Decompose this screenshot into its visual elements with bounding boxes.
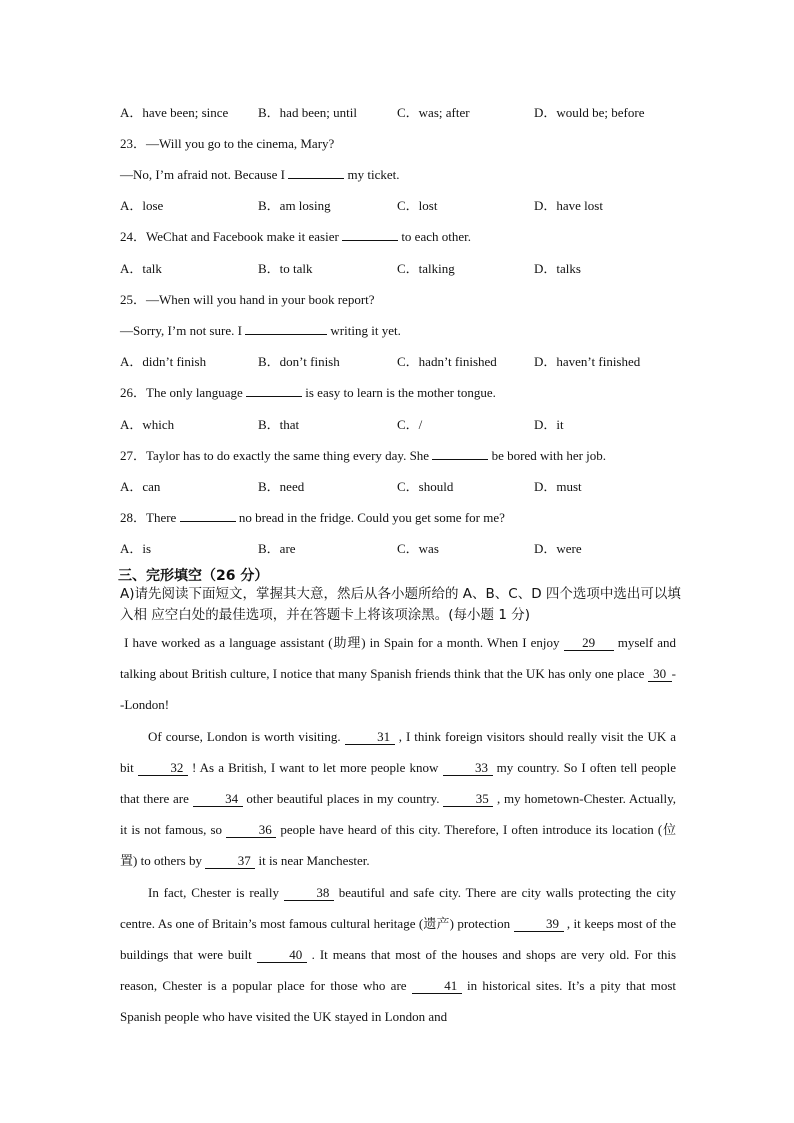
- q22-option-b[interactable]: B．had been; until: [258, 105, 357, 120]
- q27-stem: [120, 448, 606, 464]
- p2-text-2: , I think foreign visitors should really visit the UK a bit: [120, 729, 677, 775]
- q27-option-c[interactable]: C．should: [397, 479, 454, 494]
- q25-option-b[interactable]: B．don’t finish: [258, 354, 340, 369]
- q24-stem-post: to each other.: [401, 229, 471, 244]
- blank-32[interactable]: 32: [138, 761, 188, 776]
- q23-line2-pre: —No, I’m afraid not. Because I: [120, 167, 285, 182]
- blank-30[interactable]: 30: [648, 667, 672, 682]
- passage-paragraph-2: [120, 721, 676, 876]
- q27-blank: [432, 459, 488, 460]
- p2-text-1: Of course, London is worth visiting.: [148, 729, 341, 744]
- q27-options: [120, 479, 740, 495]
- q23-option-c[interactable]: C．lost: [397, 198, 438, 213]
- q26-blank: [246, 396, 302, 397]
- q28-option-d[interactable]: D．were: [534, 541, 582, 556]
- blank-38[interactable]: 38: [284, 886, 334, 901]
- p3-text-2: beautiful and safe city. There are city walls protecting the city centre. As one of Britain’s most famous cultural heritage (遗产) protection: [120, 885, 677, 931]
- q25-option-a[interactable]: A．didn’t finish: [120, 354, 207, 369]
- q24-options: [120, 261, 740, 277]
- blank-29[interactable]: 29: [564, 636, 614, 651]
- q23-line2-post: my ticket.: [347, 167, 400, 182]
- q23-line2: [120, 167, 399, 183]
- section-title: 三、完形填空（26 分）: [118, 568, 269, 584]
- passage-paragraph-1: [120, 627, 676, 720]
- q22-options: [120, 105, 740, 121]
- p2-text-8: it is near Manchester.: [258, 853, 370, 868]
- blank-39[interactable]: 39: [514, 917, 564, 932]
- blank-36[interactable]: 36: [226, 823, 276, 838]
- q27-stem-pre: 27．Taylor has to do exactly the same thing every day. She: [120, 448, 430, 463]
- p1-text-3: --London!: [120, 666, 676, 712]
- blank-35[interactable]: 35: [443, 792, 493, 807]
- q25-stem: 25．—When will you hand in your book report?: [120, 292, 375, 307]
- q26-option-d[interactable]: D．it: [534, 417, 564, 432]
- q28-stem-post: no bread in the fridge. Could you get some for me?: [238, 510, 505, 525]
- q26-option-b[interactable]: B．that: [258, 417, 300, 432]
- blank-34[interactable]: 34: [193, 792, 243, 807]
- q23-option-d[interactable]: D．have lost: [534, 198, 603, 213]
- p3-text-5: in historical sites. It’s a pity that most Spanish people who have visited the UK stayed in London and: [120, 978, 677, 1024]
- q28-options: [120, 541, 740, 557]
- q25-option-d[interactable]: D．haven’t finished: [534, 354, 641, 369]
- p2-text-4: my country. So I often tell people that there are: [120, 760, 677, 806]
- p1-text-2: myself and talking about British culture, I notice that many Spanish friends think that the UK has only one place: [120, 635, 677, 681]
- p2-text-6: , my hometown-Chester. Actually, it is not famous, so: [120, 791, 677, 837]
- p2-text-7: people have heard of this city. Therefore, I often introduce its location (位置) to others by: [120, 822, 677, 868]
- q26-option-c[interactable]: C．/: [397, 417, 423, 432]
- p1-text-1: I have worked as a language assistant (助理) in Spain for a month. When I enjoy: [124, 635, 560, 650]
- blank-41[interactable]: 41: [412, 979, 462, 994]
- q24-option-b[interactable]: B．to talk: [258, 261, 313, 276]
- q27-option-d[interactable]: D．must: [534, 479, 582, 494]
- q26-stem: [120, 385, 496, 401]
- q22-option-a[interactable]: A．have been; since: [120, 105, 229, 120]
- q22-option-d[interactable]: D．would be; before: [534, 105, 645, 120]
- q28-option-b[interactable]: B．are: [258, 541, 296, 556]
- q25-option-c[interactable]: C．hadn’t finished: [397, 354, 497, 369]
- blank-31[interactable]: 31: [345, 730, 395, 745]
- p3-text-1: In fact, Chester is really: [148, 885, 279, 900]
- passage-paragraph-3: [120, 877, 676, 1032]
- q22-option-c[interactable]: C．was; after: [397, 105, 470, 120]
- q24-option-c[interactable]: C．talking: [397, 261, 455, 276]
- q25-blank: [245, 334, 327, 335]
- blank-33[interactable]: 33: [443, 761, 493, 776]
- section-instruction: A)请先阅读下面短文，掌握其大意，然后从各小题所给的 A、B、C、D 四个选项中选出可以填入相 应空白处的最佳选项，并在答题卡上将该项涂黑。(每小题 1 分): [120, 586, 681, 623]
- q23-options: [120, 198, 740, 214]
- q23-blank: [288, 178, 344, 179]
- q27-stem-post: be bored with her job.: [491, 448, 607, 463]
- q24-blank: [342, 240, 398, 241]
- q28-stem: [120, 510, 505, 526]
- q24-option-a[interactable]: A．talk: [120, 261, 162, 276]
- q28-option-c[interactable]: C．was: [397, 541, 439, 556]
- q25-options: [120, 354, 740, 370]
- q26-option-a[interactable]: A．which: [120, 417, 175, 432]
- blank-37[interactable]: 37: [205, 854, 255, 869]
- q24-stem-pre: 24．WeChat and Facebook make it easier: [120, 229, 339, 244]
- q27-option-b[interactable]: B．need: [258, 479, 305, 494]
- q26-stem-post: is easy to learn is the mother tongue.: [305, 385, 496, 400]
- q23-option-a[interactable]: A．lose: [120, 198, 164, 213]
- p3-text-3: , it keeps most of the buildings that were built: [120, 916, 676, 962]
- q25-line2-pre: —Sorry, I’m not sure. I: [120, 323, 242, 338]
- q24-stem: [120, 229, 471, 245]
- q26-stem-pre: 26．The only language: [120, 385, 243, 400]
- q23-stem: 23．—Will you go to the cinema, Mary?: [120, 136, 335, 151]
- blank-40[interactable]: 40: [257, 948, 307, 963]
- q24-option-d[interactable]: D．talks: [534, 261, 581, 276]
- q28-blank: [180, 521, 236, 522]
- q25-line2-post: writing it yet.: [330, 323, 401, 338]
- q28-stem-pre: 28．There: [120, 510, 177, 525]
- p2-text-3: ! As a British, I want to let more people know: [191, 760, 439, 775]
- q23-option-b[interactable]: B．am losing: [258, 198, 331, 213]
- q25-line2: [120, 323, 401, 339]
- q28-option-a[interactable]: A．is: [120, 541, 152, 556]
- p3-text-4: . It means that most of the houses and shops are very old. For this reason, Chester is a popular place for those who are: [120, 947, 677, 993]
- q26-options: [120, 417, 740, 433]
- p2-text-5: other beautiful places in my country.: [246, 791, 440, 806]
- q27-option-a[interactable]: A．can: [120, 479, 161, 494]
